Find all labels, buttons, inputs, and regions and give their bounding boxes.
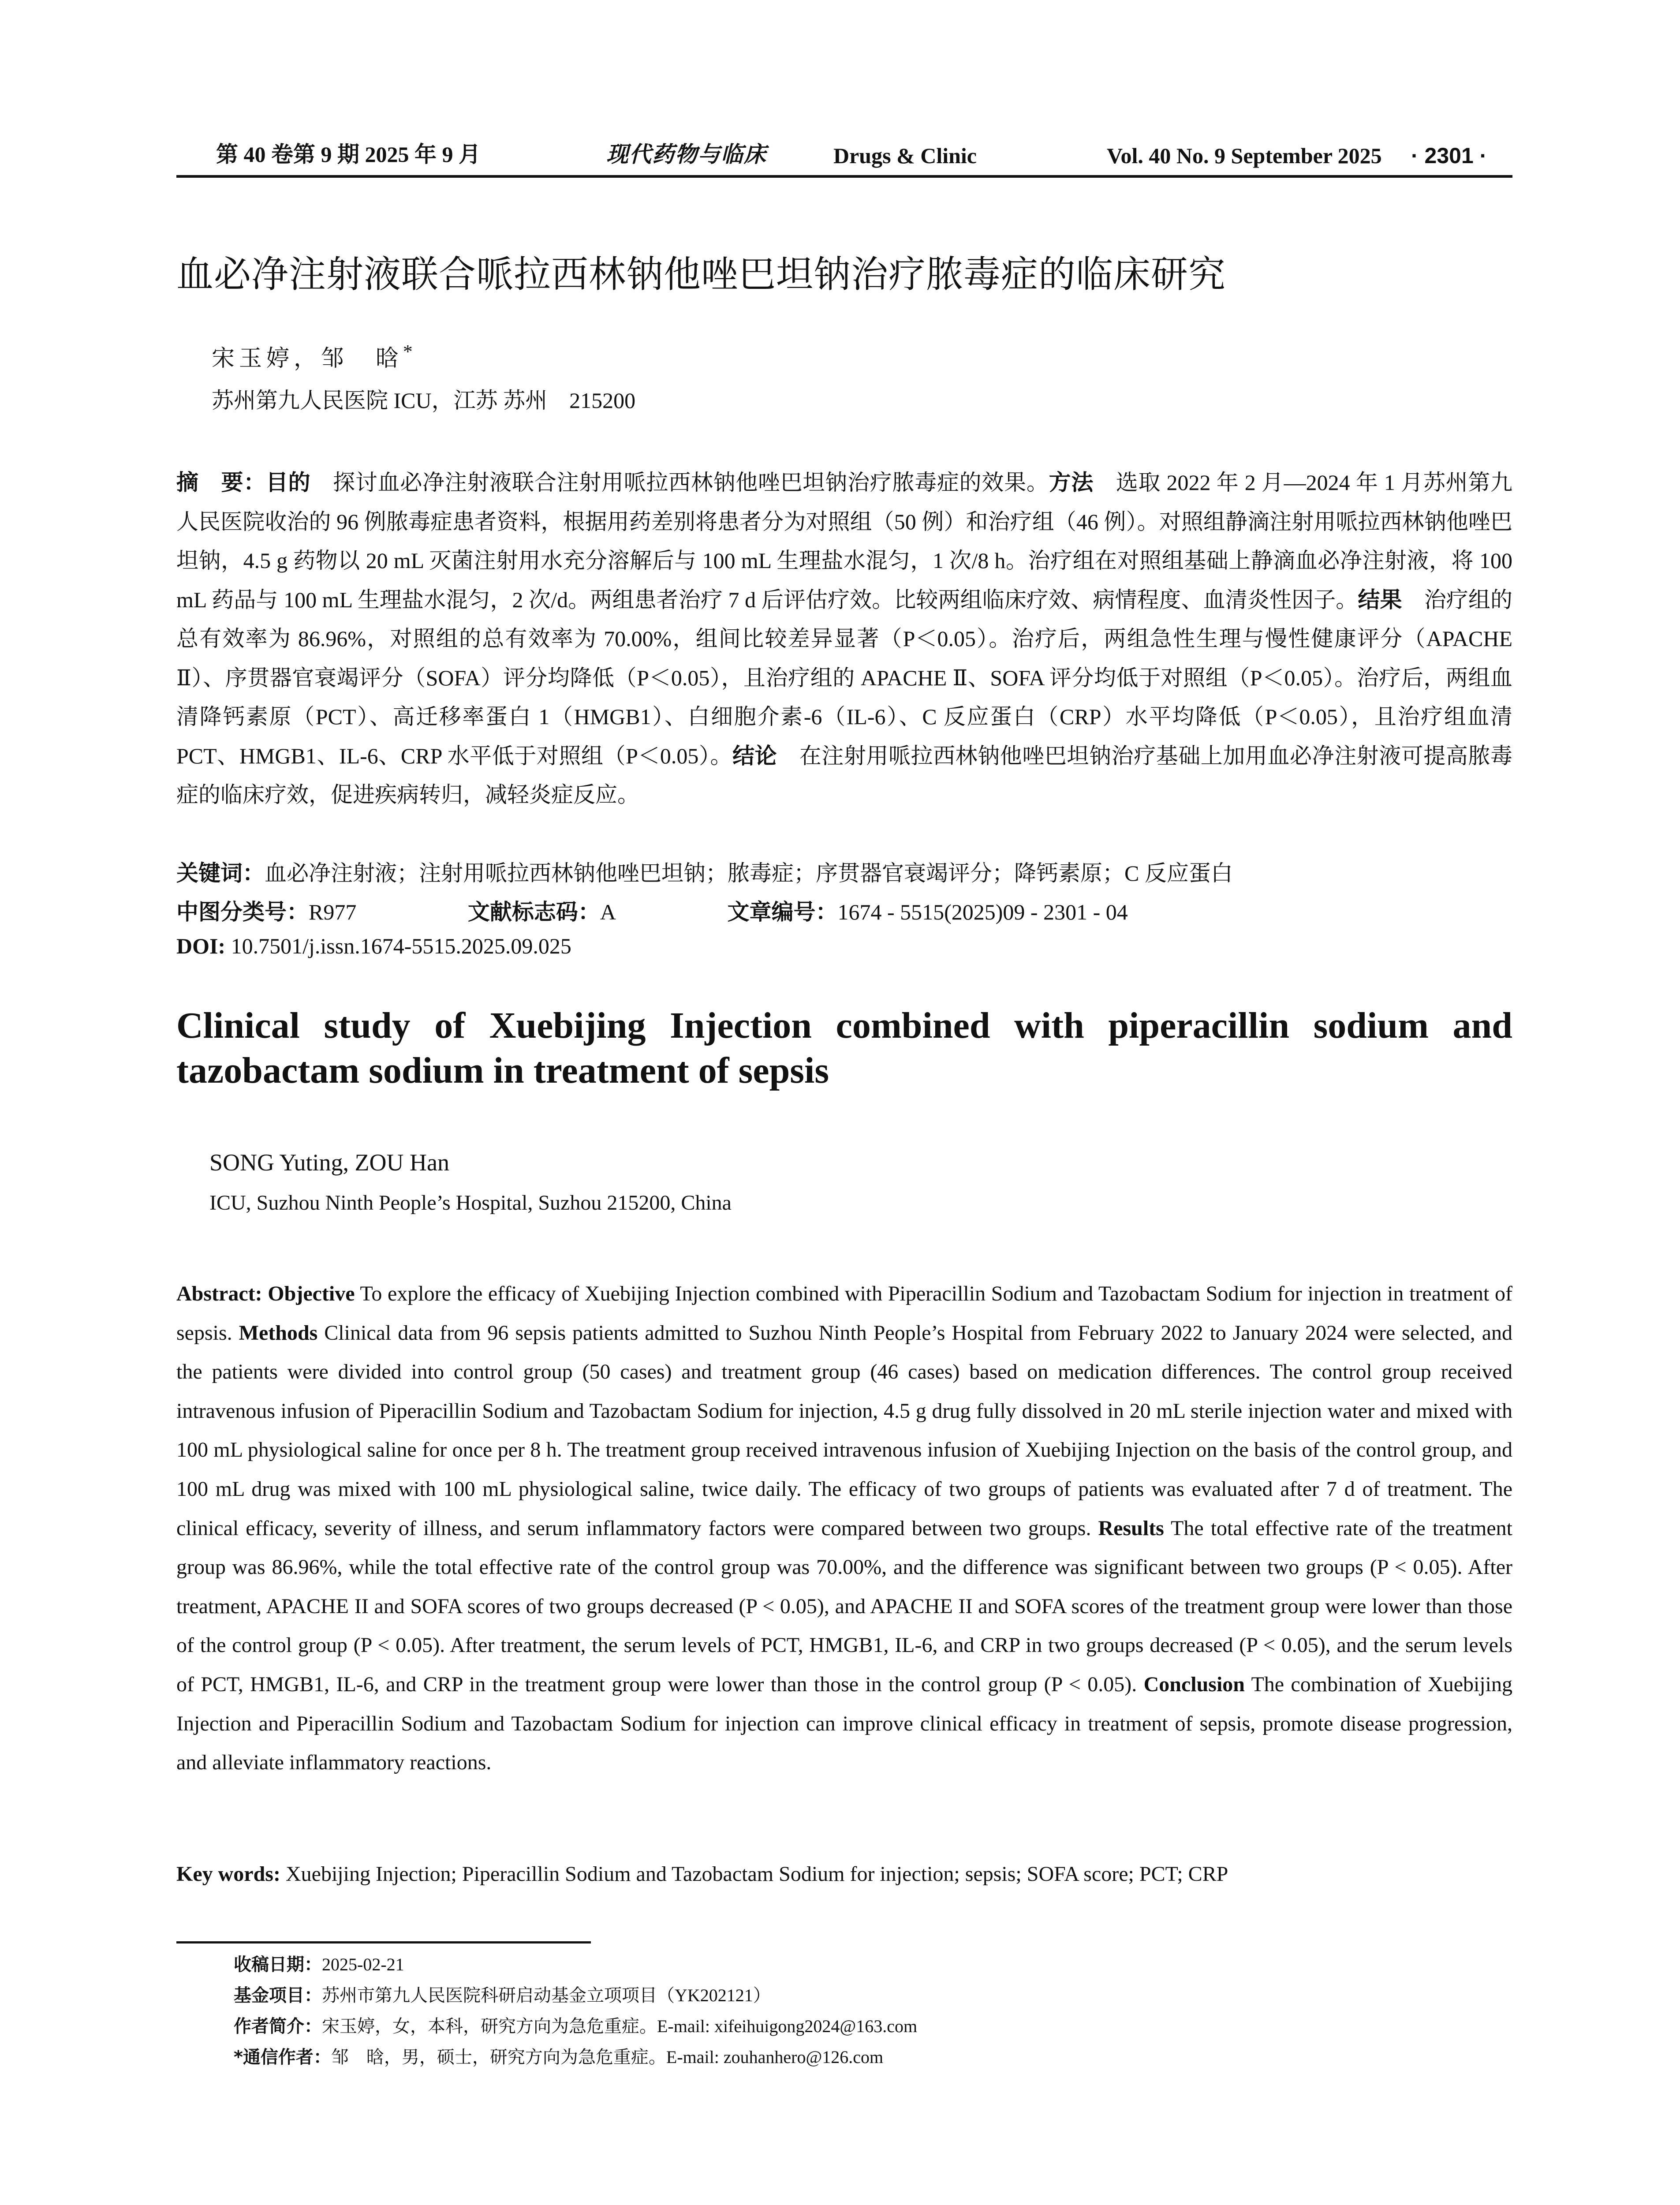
authors-en: SONG Yuting, ZOU Han	[209, 1149, 449, 1176]
abstract-cn-conclusion: 在注射用哌拉西林钠他唑巴坦钠治疗基础上加用血必净注射液可提高脓毒症的临床疗效，促进疾病转归，减轻炎症反应。	[176, 743, 1513, 807]
keywords-cn-label: 关键词：	[176, 860, 265, 886]
footnote-corresponding-author	[234, 2042, 917, 2073]
footnote-text: 苏州市第九人民医院科研启动基金立项项目（YK202121）	[322, 1985, 771, 2005]
doc-code-value: A	[600, 900, 616, 924]
doi-link[interactable]: 10.7501/j.issn.1674-5515.2025.09.025	[225, 934, 571, 958]
doi-label: DOI:	[176, 934, 226, 958]
abstract-cn-methods-label: 方法	[1049, 470, 1094, 495]
abstract-en	[176, 1274, 1512, 1783]
abstract-en-conclusion-label: Conclusion	[1143, 1672, 1245, 1696]
classification-line	[176, 894, 1234, 926]
footnote-text: 宋玉婷，女，本科，研究方向为急危重症。E-mail: xifeihuigong2024@163.com	[322, 2016, 918, 2036]
affiliation-en: ICU, Suzhou Ninth People’s Hospital, Suzhou 215200, China	[209, 1191, 732, 1215]
keywords-en-text: Xuebijing Injection; Piperacillin Sodium and Tazobactam Sodium for injection; sepsis; SOFA score; PCT; CRP	[280, 1862, 1228, 1886]
article-title-en: Clinical study of Xuebijing Injection combined with piperacillin sodium and tazobactam sodium in treatment of sepsis	[176, 1005, 1512, 1091]
journal-name-cn: 现代药物与临床	[606, 142, 767, 167]
footnote-text: 2025-02-21	[322, 1955, 404, 1974]
abstract-label-en: Abstract:	[176, 1282, 262, 1305]
clc-label: 中图分类号：	[176, 899, 309, 925]
volume-issue-cn: 第 40 卷第 9 期 2025 年 9 月	[216, 142, 481, 167]
footnote-rule	[176, 1941, 591, 1943]
corresponding-mark: *	[403, 341, 417, 363]
abstract-label-cn: 摘 要：	[176, 470, 266, 495]
journal-name-en: Drugs & Clinic	[833, 143, 977, 168]
abstract-cn-results-label: 结果	[1358, 587, 1402, 613]
footnote-text: 邹 晗，男，硕士，研究方向为急危重症。E-mail: zouhanhero@126.com	[331, 2047, 884, 2067]
footnote-author-bio	[234, 2011, 917, 2042]
abstract-en-objective: To explore the efficacy of Xuebijing Injection combined with Piperacillin Sodium and Tazobactam Sodium for injection in treatment of sepsis.	[176, 1282, 1513, 1345]
header-rule	[176, 175, 1512, 178]
footnote-label: 收稿日期：	[234, 1955, 322, 1975]
authors-cn-names: 宋玉婷，邹 晗	[212, 346, 403, 371]
doc-code-label: 文献标志码：	[467, 899, 600, 925]
footnote-funding	[234, 1980, 917, 2011]
abstract-en-methods: Clinical data from 96 sepsis patients admitted to Suzhou Ninth People’s Hospital from February 2022 to January 2024 were selected, and the patients were divided into control group (50 cases) and treatment group (46 cases) based on medication differences. The control group received intravenous infusion of Piperacillin Sodium and Tazobactam Sodium for injection, 4.5 g drug fully dissolved in 20 mL sterile injection water and mixed with 100 mL physiological saline for once per 8 h. The treatment group received intravenous infusion of Xuebijing Injection on the basis of the control group, and 100 mL drug was mixed with 100 mL physiological saline, twice daily. The efficacy of two groups of patients was evaluated after 7 d of treatment. The clinical efficacy, severity of illness, and serum inflammatory factors were compared between two groups.	[176, 1321, 1513, 1540]
clc-field	[176, 900, 409, 924]
article-title-cn: 血必净注射液联合哌拉西林钠他唑巴坦钠治疗脓毒症的临床研究	[176, 253, 1226, 296]
abstract-en-methods-label: Methods	[239, 1321, 318, 1345]
clc-value: R977	[309, 900, 357, 924]
abstract-en-results: The total effective rate of the treatment group was 86.96%, while the total effective rate of the control group was 70.00%, and the difference was significant between two groups (P < 0.05). After treatment, APACHE II and SOFA scores of two groups decreased (P < 0.05), and APACHE II and SOFA scores of the treatment group were lower than those of the control group (P < 0.05). After treatment, the serum levels of PCT, HMGB1, IL-6, and CRP in two groups decreased (P < 0.05), and the serum levels of PCT, HMGB1, IL-6, and CRP in the treatment group were lower than those in the control group (P < 0.05).	[176, 1516, 1513, 1696]
keywords-en-label: Key words:	[176, 1862, 280, 1886]
affiliation-cn: 苏州第九人民医院 ICU，江苏 苏州 215200	[212, 388, 636, 413]
abstract-cn	[176, 463, 1512, 815]
abstract-cn-objective: 探讨血必净注射液联合注射用哌拉西林钠他唑巴坦钠治疗脓毒症的效果。	[310, 470, 1049, 495]
running-header	[176, 140, 1512, 171]
footnote-label: *通信作者：	[234, 2047, 331, 2067]
article-no-label: 文章编号：	[727, 899, 838, 925]
doc-code-field	[468, 900, 669, 924]
footnote-received	[234, 1949, 917, 1980]
doi-line	[176, 933, 571, 959]
article-no-value: 1674 - 5515(2025)09 - 2301 - 04	[837, 900, 1128, 924]
abstract-cn-conclusion-label: 结论	[732, 743, 777, 769]
page-number: · 2301 ·	[1411, 143, 1487, 168]
footnote-label: 基金项目：	[234, 1985, 322, 2006]
keywords-cn-text: 血必净注射液；注射用哌拉西林钠他唑巴坦钠；脓毒症；序贯器官衰竭评分；降钙素原；C 反应蛋白	[265, 861, 1233, 886]
abstract-cn-methods: 选取 2022 年 2 月—2024 年 1 月苏州第九人民医院收治的 96 例脓毒症患者资料，根据用药差别将患者分为对照组（50 例）和治疗组（46 例）。对照组静滴注射用哌拉西林钠他唑巴坦钠，4.5 g 药物以 20 mL 灭菌注射用水充分溶解后与 100 mL 生理盐水混匀，1 次/8 h。治疗组在对照组基础上静滴血必净注射液，将 100 mL 药品与 100 mL 生理盐水混匀，2 次/d。两组患者治疗 7 d 后评估疗效。比较两组临床疗效、病情程度、血清炎性因子。	[176, 470, 1513, 612]
abstract-cn-objective-label: 目的	[265, 470, 311, 495]
keywords-cn	[176, 856, 1233, 887]
volume-issue-en: Vol. 40 No. 9 September 2025	[1107, 143, 1382, 168]
authors-cn	[212, 340, 417, 373]
footnote-label: 作者简介：	[234, 2016, 322, 2037]
abstract-en-results-label: Results	[1098, 1516, 1164, 1540]
footnotes	[234, 1949, 917, 2073]
article-no-field	[727, 900, 1180, 924]
abstract-cn-results: 治疗组的总有效率为 86.96%，对照组的总有效率为 70.00%，组间比较差异显著（P＜0.05）。治疗后，两组急性生理与慢性健康评分（APACHE Ⅱ）、序贯器官衰竭评分（SOFA）评分均降低（P＜0.05），且治疗组的 APACHE Ⅱ、SOFA 评分均低于对照组（P＜0.05）。治疗后，两组血清降钙素原（PCT）、高迁移率蛋白 1（HMGB1）、白细胞介素-6（IL-6）、C 反应蛋白（CRP）水平均降低（P＜0.05），且治疗组血清 PCT、HMGB1、IL-6、CRP 水平低于对照组（P＜0.05）。	[176, 587, 1513, 768]
keywords-en	[176, 1862, 1228, 1886]
abstract-en-objective-label: Objective	[268, 1282, 355, 1305]
abstract-en-conclusion: The combination of Xuebijing Injection and Piperacillin Sodium and Tazobactam Sodium for injection can improve clinical efficacy in treatment of sepsis, promote disease progression, and alleviate inflammatory reactions.	[176, 1672, 1513, 1775]
